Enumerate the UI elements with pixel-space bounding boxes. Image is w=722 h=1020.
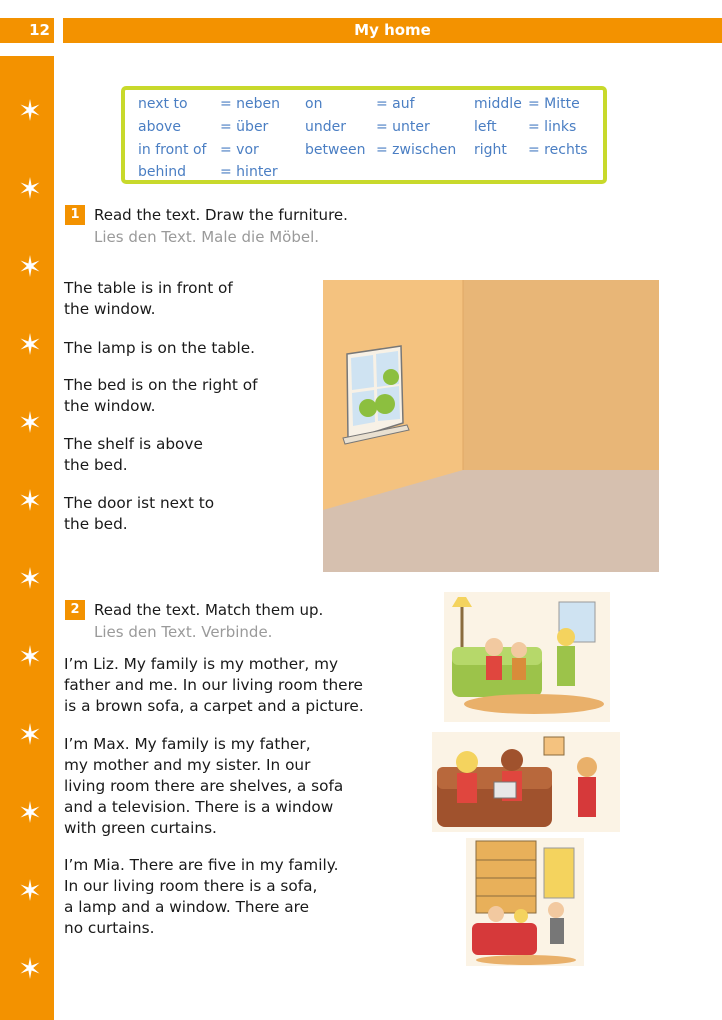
living-room-picture-3[interactable] (466, 838, 584, 966)
vocab-en: above (138, 119, 181, 135)
vocab-en: on (305, 96, 323, 112)
task-instruction-en: Read the text. Draw the furniture. (94, 206, 348, 224)
star-icon (18, 644, 42, 668)
vocab-de: = unter (376, 119, 430, 135)
star-icon (18, 800, 42, 824)
vocab-de: = hinter (220, 164, 278, 180)
sentence: The door ist next to the bed. (64, 494, 215, 533)
task-instruction-de: Lies den Text. Male die Möbel. (94, 228, 320, 246)
star-icon (18, 566, 42, 590)
vocab-de: = über (220, 119, 269, 135)
vocab-en: right (474, 142, 507, 158)
vocab-en: between (305, 142, 366, 158)
sentence: The table is in front of the window. (64, 279, 233, 318)
window-illustration (343, 346, 409, 444)
page-number: 12 (29, 21, 50, 39)
star-icon (18, 176, 42, 200)
vocab-de: = Mitte (528, 96, 580, 112)
paragraph-max: I’m Max. My family is my father, my mother and my sister. In our living room there are shelves, a sofa and a television. There is a window with green curtains. (64, 735, 344, 837)
room-drawing-area[interactable] (323, 280, 659, 572)
living-room-picture-2[interactable] (432, 732, 620, 832)
vocab-en: in front of (138, 142, 207, 158)
paragraph-liz: I’m Liz. My family is my mother, my father and me. In our living room there is a brown sofa, a carpet and a picture. (64, 655, 364, 715)
sentence: The bed is on the right of the window. (64, 376, 258, 415)
vocab-en: behind (138, 164, 187, 180)
vocab-de: = zwischen (376, 142, 457, 158)
vocab-en: middle (474, 96, 522, 112)
star-icon (18, 488, 42, 512)
vocab-de: = neben (220, 96, 281, 112)
sentence: The shelf is above the bed. (64, 435, 203, 474)
star-icon (18, 722, 42, 746)
star-icon (18, 878, 42, 902)
vocab-en: under (305, 119, 347, 135)
paragraph-mia: I’m Mia. There are five in my family. In our living room there is a sofa, a lamp and a window. There are no curtains. (64, 856, 339, 937)
star-icon (18, 956, 42, 980)
task-number-badge: 1 (65, 205, 85, 225)
vocab-de: = links (528, 119, 577, 135)
task-instruction-en: Read the text. Match them up. (94, 601, 324, 619)
task-instruction-de: Lies den Text. Verbinde. (94, 623, 273, 641)
vocab-de: = rechts (528, 142, 588, 158)
star-icon (18, 98, 42, 122)
vocab-en: left (474, 119, 497, 135)
vocab-de: = vor (220, 142, 259, 158)
star-icon (18, 410, 42, 434)
task-number-badge: 2 (65, 600, 85, 620)
sentence: The lamp is on the table. (64, 339, 255, 357)
star-icon (18, 254, 42, 278)
star-icon (18, 332, 42, 356)
vocab-de: = auf (376, 96, 415, 112)
vocab-en: next to (138, 96, 188, 112)
page-title: My home (63, 18, 722, 43)
side-strip (0, 56, 54, 1020)
living-room-picture-1[interactable] (444, 592, 610, 722)
